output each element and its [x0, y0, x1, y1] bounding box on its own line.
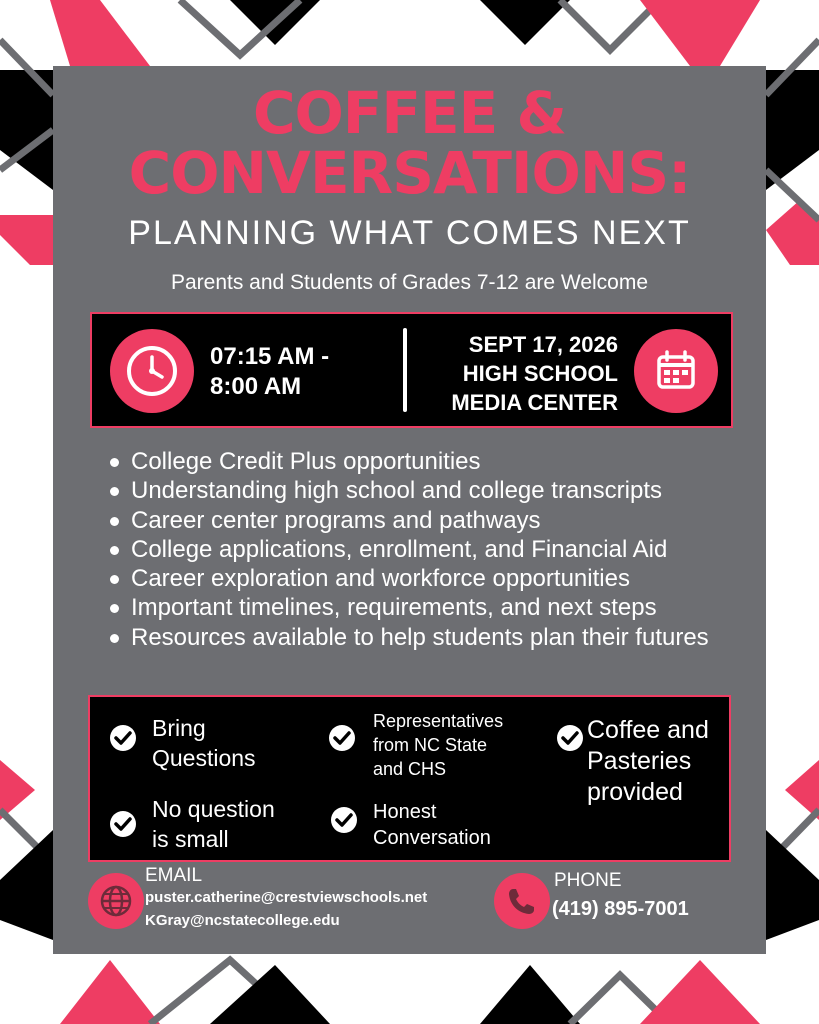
- phone-number[interactable]: (419) 895-7001: [552, 898, 689, 920]
- feature-text: Coffee and: [587, 716, 709, 744]
- subtitle: PLANNING WHAT COMES NEXT: [128, 214, 691, 252]
- title-line-1: COFFEE &: [252, 79, 567, 147]
- feature-text: is small: [152, 826, 229, 852]
- email-link[interactable]: puster.catherine@crestviewschools.net: [145, 889, 428, 906]
- list-item: Career exploration and workforce opportunities: [108, 564, 748, 593]
- feature-text: Pasteries: [587, 747, 692, 775]
- feature-text: Conversation: [373, 827, 491, 849]
- feature-text: No question: [152, 796, 275, 822]
- event-info-box: [90, 312, 733, 428]
- list-item: Career center programs and pathways: [108, 506, 748, 535]
- phone-icon: [494, 873, 550, 929]
- globe-icon: [88, 873, 144, 929]
- check-circle-icon: [557, 725, 583, 751]
- welcome-text: Parents and Students of Grades 7-12 are Welcome: [170, 271, 649, 294]
- feature-text: Bring: [152, 715, 206, 741]
- check-circle-icon: [331, 807, 357, 833]
- time-start: 07:15 AM -: [210, 343, 330, 370]
- time-end: 8:00 AM: [210, 373, 302, 400]
- email-label: EMAIL: [145, 865, 203, 886]
- list-item: Resources available to help students plan their futures: [108, 623, 748, 652]
- check-circle-icon: [110, 811, 136, 837]
- phone-label: PHONE: [554, 870, 622, 891]
- calendar-icon: [634, 329, 718, 413]
- feature-text: provided: [587, 778, 683, 806]
- location-line-1: HIGH SCHOOL: [462, 361, 618, 386]
- event-time: [210, 342, 329, 402]
- title-line-2: CONVERSATIONS:: [128, 139, 691, 207]
- clock-icon: [110, 329, 194, 413]
- check-circle-icon: [329, 725, 355, 751]
- list-item: Important timelines, requirements, and next steps: [108, 593, 748, 622]
- feature-text: Honest: [373, 801, 437, 823]
- check-circle-icon: [110, 725, 136, 751]
- feature-text: and CHS: [373, 759, 447, 779]
- topics-list: [108, 447, 748, 652]
- event-date-location: [402, 330, 618, 417]
- list-item: College applications, enrollment, and Financial Aid: [108, 535, 748, 564]
- location-line-2: MEDIA CENTER: [451, 390, 618, 415]
- email-link[interactable]: KGray@ncstatecollege.edu: [145, 912, 340, 929]
- features-box: [88, 695, 731, 862]
- feature-text: Questions: [152, 745, 256, 771]
- event-date: SEPT 17, 2026: [468, 332, 618, 357]
- list-item: College Credit Plus opportunities: [108, 447, 748, 476]
- list-item: Understanding high school and college transcripts: [108, 476, 748, 505]
- feature-text: Representatives: [373, 711, 504, 731]
- feature-text: from NC State: [373, 735, 488, 755]
